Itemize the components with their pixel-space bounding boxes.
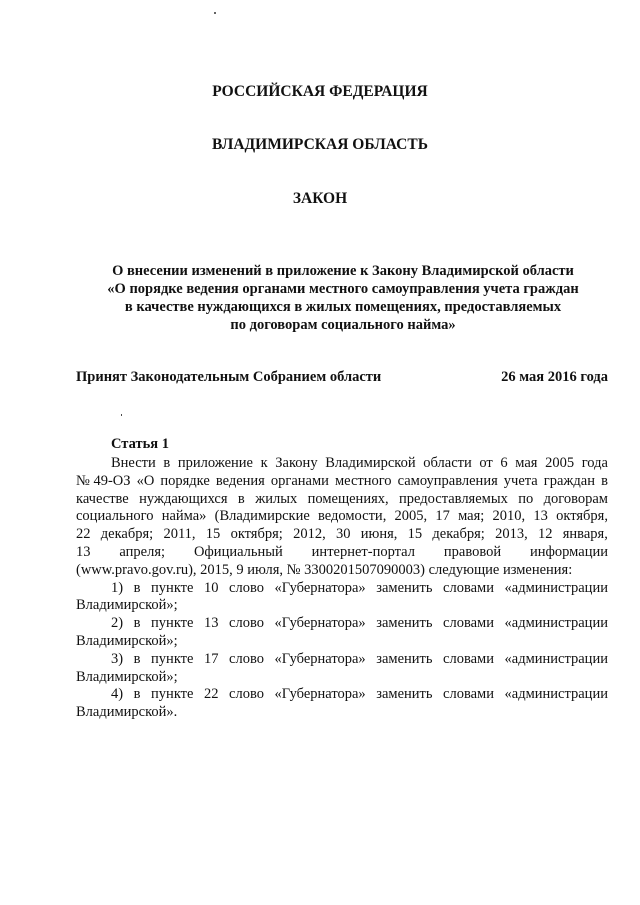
scan-speck [121, 414, 122, 416]
article-word: слово [229, 579, 264, 596]
article-word: заменить [376, 686, 433, 703]
article-word: 13 [204, 615, 219, 632]
article-word: 22 [204, 686, 219, 703]
article-word: найма» [161, 508, 207, 525]
article-word: 1) [111, 579, 124, 596]
article-word: социального [76, 508, 154, 525]
article-word: 12 [537, 526, 553, 543]
article-word: (Владимирские [214, 508, 310, 525]
article-word: Официальный [193, 543, 283, 560]
article-word: 2013, [495, 526, 528, 543]
article-word: «О [136, 472, 155, 489]
article-word: в [133, 650, 141, 667]
article-word: пункте [151, 686, 194, 703]
article-word: Владимирской»; [76, 597, 178, 614]
article-word: «администрации [504, 650, 608, 667]
article-word: интернет-портал [311, 543, 415, 560]
header-region: ВЛАДИМИРСКАЯ ОБЛАСТЬ [212, 136, 428, 153]
article-word: «Губернатора» [274, 650, 366, 667]
article-word: предоставляемых [399, 490, 508, 507]
article-word: мая [515, 455, 538, 471]
article-word: № 49-ОЗ [76, 472, 131, 489]
article-word: декабря; [100, 526, 154, 543]
article-word: 15 [407, 526, 423, 543]
article-word: 3) [111, 650, 124, 667]
article-word: порядке [160, 472, 210, 489]
article-word: 17 [204, 650, 219, 667]
article-heading: Статья 1 [111, 436, 169, 452]
article-line [76, 686, 608, 704]
article-word: Закону [275, 455, 318, 471]
article-word: 2005 [545, 455, 575, 471]
law-title-line: О внесении изменений в приложение к Закону Владимирской области [112, 263, 574, 279]
article-word: «Губернатора» [274, 579, 366, 596]
article-word: Владимирской [325, 455, 416, 471]
article-word: жилых [255, 490, 298, 507]
article-line [76, 491, 608, 509]
adoption-line [76, 369, 608, 386]
article-word: «Губернатора» [274, 615, 366, 632]
article-word: договорам [543, 490, 608, 507]
article-word: 6 [500, 455, 508, 471]
article-word: Владимирской»; [76, 632, 178, 649]
article-word: 30 [335, 526, 351, 543]
article-line [76, 615, 608, 633]
article-word: (www.pravo.gov.ru), 2015, 9 июля, № 3300201507090003) следующие изменения: [76, 561, 573, 578]
article-word: 2005, [394, 508, 428, 525]
article-word: Владимирской». [76, 704, 178, 721]
article-word: 17 [435, 508, 450, 525]
article-line [76, 508, 608, 526]
article-word: нуждающихся [139, 490, 228, 507]
article-line [76, 544, 608, 562]
article-word: года [581, 455, 608, 471]
article-word: качестве [76, 490, 129, 507]
article-word: «администрации [504, 686, 608, 703]
article-line [76, 704, 608, 722]
article-line [76, 633, 608, 651]
article-body [76, 455, 608, 722]
article-line [76, 580, 608, 598]
adoption-label: Принят Законодательным Собранием области [76, 369, 382, 385]
article-word: в [133, 579, 141, 596]
article-line [76, 473, 608, 491]
article-line [76, 455, 608, 473]
article-word: словами [443, 579, 494, 596]
header-doc-type: ЗАКОН [292, 190, 348, 207]
article-word: в [237, 490, 245, 507]
article-word: «администрации [504, 615, 608, 632]
law-title [70, 262, 616, 334]
article-word: по [518, 490, 534, 507]
scan-speck [214, 12, 216, 14]
article-word: пункте [151, 615, 194, 632]
article-word: 2011, [163, 526, 196, 543]
article-word: 15 [205, 526, 221, 543]
article-word: словами [443, 686, 494, 703]
article-word: слово [229, 615, 264, 632]
article-word: декабря; [432, 526, 485, 543]
article-word: в [133, 615, 141, 632]
article-word: «Губернатора» [274, 686, 366, 703]
article-word: учета [503, 472, 538, 489]
article-word: ведения [215, 472, 265, 489]
article-word: информации [529, 543, 608, 560]
article-word: пункте [151, 579, 194, 596]
article-word: от [479, 455, 493, 471]
article-word: апреля; [119, 543, 166, 560]
adoption-date: 26 мая 2016 года [501, 369, 608, 385]
article-word: граждан [543, 472, 596, 489]
article-word: пункте [151, 650, 194, 667]
article-word: октября; [230, 526, 283, 543]
law-title-line: по договорам социального найма» [230, 317, 456, 333]
article-word: местного [334, 472, 392, 489]
article-line [76, 669, 608, 687]
article-word: 2010, [492, 508, 526, 525]
article-word: ведомости, [318, 508, 387, 525]
article-word: в [163, 455, 171, 471]
article-word: 2012, [293, 526, 326, 543]
article-word: слово [229, 650, 264, 667]
article-word: июня, [360, 526, 398, 543]
article-word: 4) [111, 686, 124, 703]
article-line [76, 651, 608, 669]
law-title-line: в качестве нуждающихся в жилых помещениях, предоставляемых [124, 299, 562, 315]
article-word: органами [270, 472, 329, 489]
article-word: заменить [376, 579, 433, 596]
article-word: 13 [76, 543, 91, 560]
article-word: 2) [111, 615, 124, 632]
article-line [76, 526, 608, 544]
header-country: РОССИЙСКАЯ ФЕДЕРАЦИЯ [212, 83, 428, 100]
article-word: мая; [458, 508, 485, 525]
article-line [76, 597, 608, 615]
article-word: слово [229, 686, 264, 703]
article-word: помещениях, [307, 490, 389, 507]
article-word: словами [443, 650, 494, 667]
article-word: области [423, 455, 472, 471]
article-word: в [133, 686, 141, 703]
article-word: октября, [556, 508, 608, 525]
article-word: приложение [177, 455, 253, 471]
article-word: в [601, 472, 608, 489]
article-word: заменить [376, 650, 433, 667]
article-word: 13 [533, 508, 548, 525]
law-title-line: «О порядке ведения органами местного самоуправления учета граждан [107, 281, 579, 297]
article-line [76, 562, 608, 580]
article-word: словами [443, 615, 494, 632]
article-word: Внести [111, 455, 156, 471]
article-word: Владимирской»; [76, 668, 178, 685]
article-word: к [260, 455, 268, 471]
article-word: заменить [376, 615, 433, 632]
article-word: января, [562, 526, 608, 543]
article-word: правовой [443, 543, 502, 560]
article-word: самоуправления [397, 472, 498, 489]
article-word: «администрации [504, 579, 608, 596]
article-word: 22 [76, 526, 91, 543]
article-word: 10 [204, 579, 219, 596]
